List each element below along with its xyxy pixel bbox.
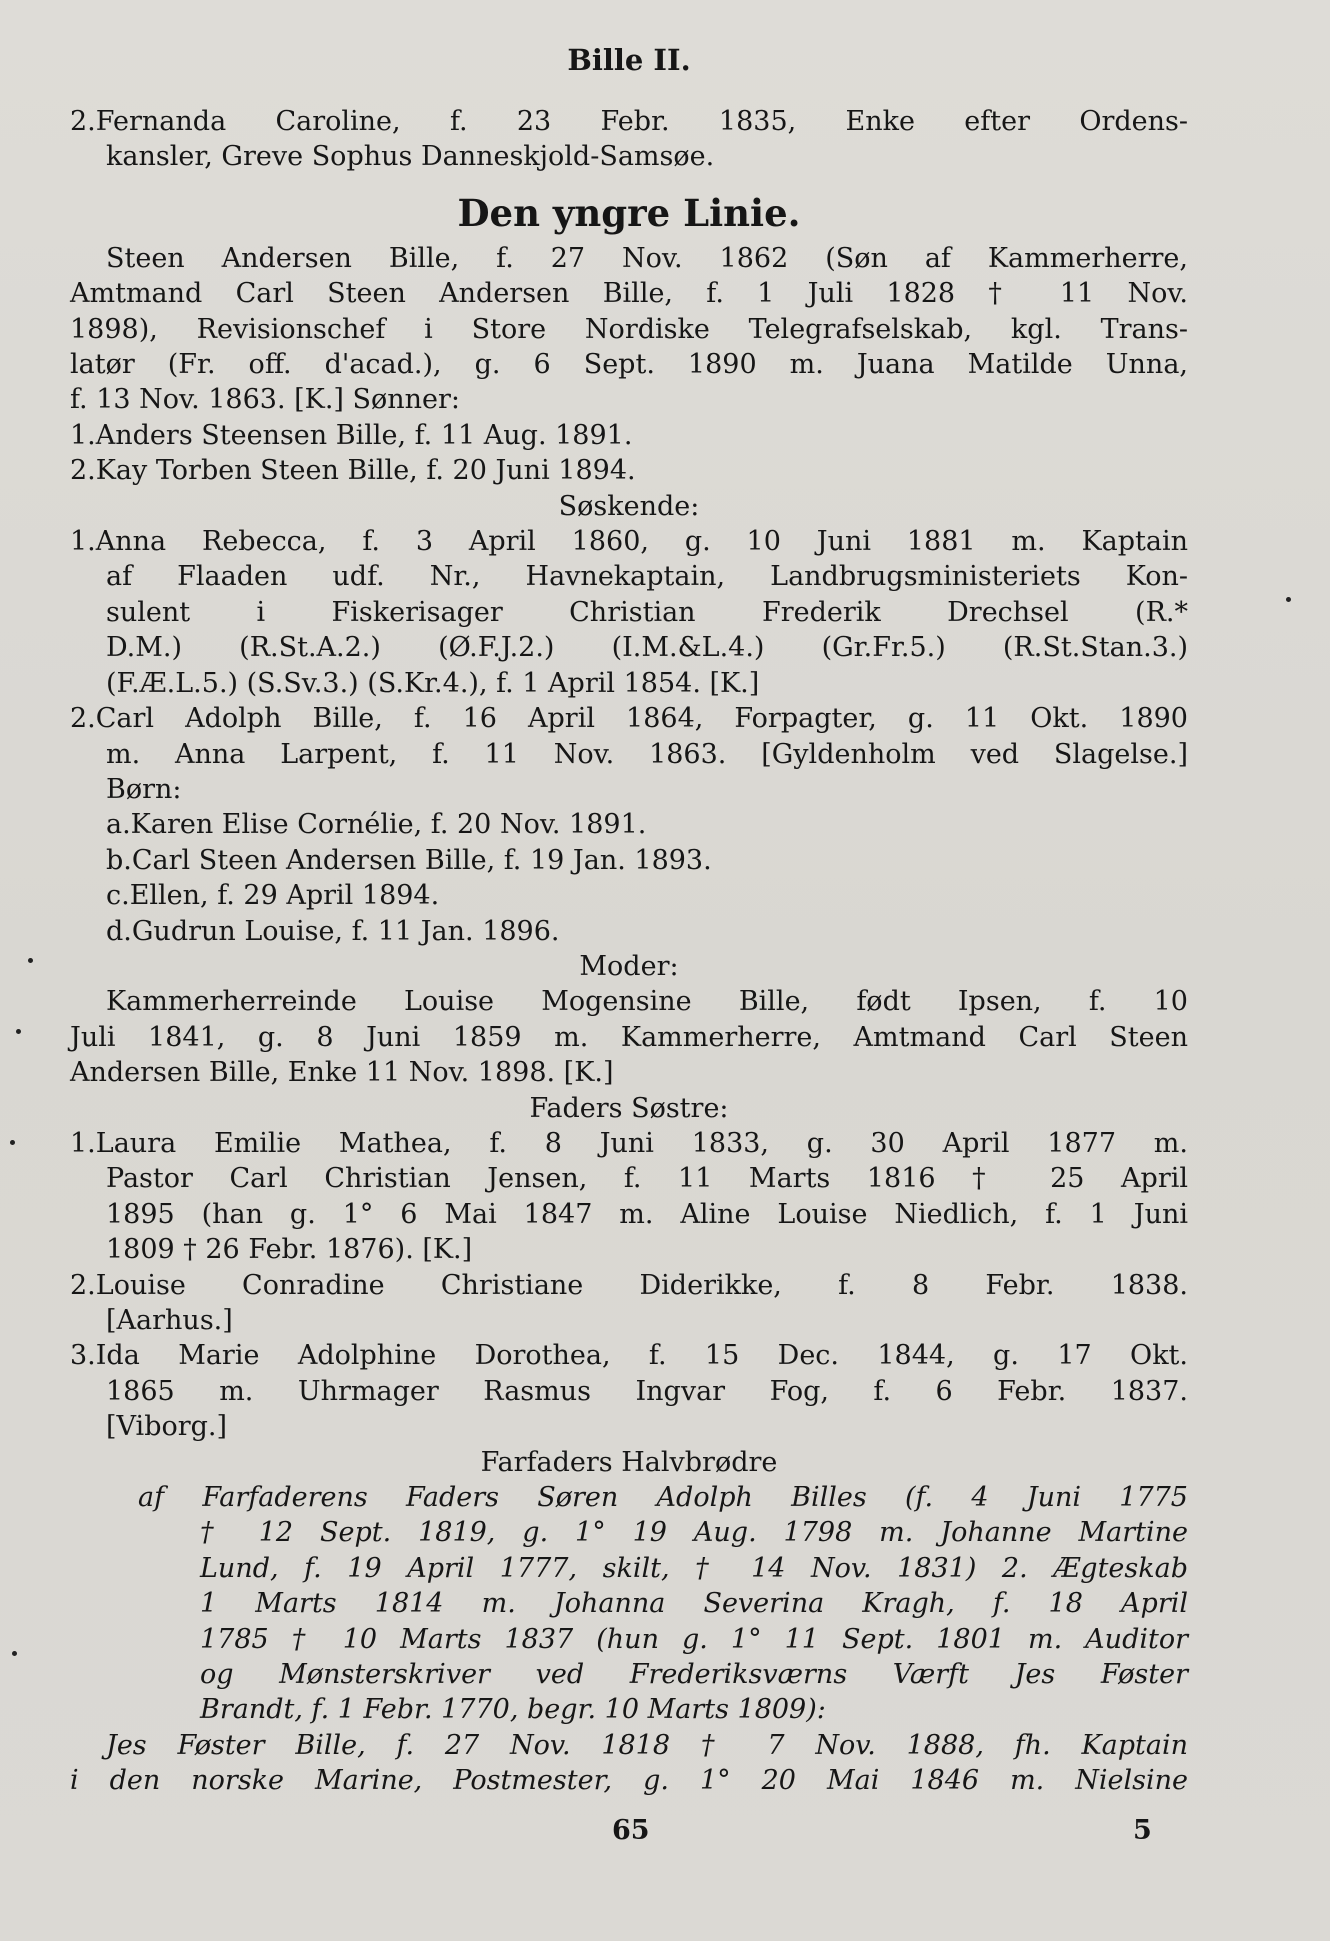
halfbrothers-heading: Farfaders Halvbrødre [480, 1446, 778, 1478]
sibling-carl [70, 701, 1188, 807]
text-line: 2.Fernanda Caroline, f. 23 Febr. 1835, Enke efter Ordens- [70, 106, 1188, 137]
text-line: 1785 † 10 Marts 1837 (hun g. 1° 11 Sept. 1801 m. Auditor [200, 1623, 1188, 1655]
sibling-anna [70, 524, 1188, 701]
text-line: 2.Carl Adolph Bille, f. 16 April 1864, Forpagter, g. 11 Okt. 1890 [70, 703, 1188, 735]
aunt-louise [70, 1268, 1188, 1339]
text-line: m. Anna Larpent, f. 11 Nov. 1863. [Gyldenholm ved Slagelse.] [106, 738, 1188, 770]
text-line: 1 Marts 1814 m. Johanna Severina Kragh, f. 18 April [200, 1588, 1188, 1620]
page-content [70, 40, 1188, 1799]
aunt-ida [70, 1338, 1188, 1444]
text-line: Steen Andersen Bille, f. 27 Nov. 1862 (Søn af Kammerherre, [106, 242, 1188, 274]
list-item: c.Ellen, f. 29 April 1894. [106, 880, 440, 912]
text-line: Jes Føster Bille, f. 27 Nov. 1818 † 7 Nov. 1888, fh. Kaptain [106, 1729, 1188, 1761]
text-line: i den norske Marine, Postmester, g. 1° 20 Mai 1846 m. Nielsine [70, 1765, 1188, 1797]
aunt-laura [70, 1126, 1188, 1268]
halfbrother-jes [70, 1728, 1188, 1799]
text-line: 1865 m. Uhrmager Rasmus Ingvar Fog, f. 6 Febr. 1837. [106, 1375, 1188, 1407]
text-line: og Mønsterskriver ved Frederiksværns Værft Jes Føster [200, 1659, 1188, 1691]
page-number: 5 [1133, 1815, 1152, 1846]
text-line: Lund, f. 19 April 1777, skilt, † 14 Nov. 1831) 2. Ægteskab [200, 1552, 1188, 1584]
text-line: [Viborg.] [106, 1411, 228, 1443]
text-line: † 12 Sept. 1819, g. 1° 19 Aug. 1798 m. Johanne Martine [200, 1517, 1188, 1549]
text-line: Pastor Carl Christian Jensen, f. 11 Marts 1816 † 25 April [106, 1163, 1188, 1195]
mother-entry [70, 984, 1188, 1090]
children-heading: Børn: [106, 773, 182, 805]
text-line: Kammerherreinde Louise Mogensine Bille, født Ipsen, f. 10 [106, 986, 1188, 1018]
text-line: sulent i Fiskerisager Christian Frederik Drechsel (R.* [106, 596, 1188, 628]
text-line: [Aarhus.] [106, 1305, 233, 1336]
text-line: latør (Fr. off. d'acad.), g. 6 Sept. 1890 m. Juana Matilde Unna, [70, 349, 1188, 381]
text-line: 1.Anna Rebecca, f. 3 April 1860, g. 10 Juni 1881 m. Kaptain [70, 526, 1188, 558]
siblings-heading: Søskende: [558, 490, 700, 522]
text-line: 1898), Revisionschef i Store Nordiske Telegrafselskab, kgl. Trans- [70, 313, 1188, 345]
print-speck [28, 958, 33, 963]
children-list [70, 807, 1188, 949]
list-item: d.Gudrun Louise, f. 11 Jan. 1896. [106, 915, 560, 947]
text-line: Amtmand Carl Steen Andersen Bille, f. 1 Juli 1828 † 11 Nov. [70, 278, 1188, 310]
list-item: 2.Kay Torben Steen Bille, f. 20 Juni 1894. [70, 455, 636, 487]
signature-mark: 65 [612, 1815, 650, 1846]
text-line: 1809 † 26 Febr. 1876). [K.] [106, 1234, 473, 1266]
list-item: a.Karen Elise Cornélie, f. 20 Nov. 1891. [106, 809, 647, 841]
mother-heading: Moder: [579, 950, 679, 982]
text-line: Brandt, f. 1 Febr. 1770, begr. 10 Marts 1809): [200, 1694, 826, 1726]
text-line: af Farfaderens Faders Søren Adolph Billes (f. 4 Juni 1775 [138, 1482, 1188, 1514]
text-line: Juli 1841, g. 8 Juni 1859 m. Kammerherre, Amtmand Carl Steen [70, 1021, 1188, 1053]
running-head: Bille II. [567, 43, 691, 77]
text-line: 3.Ida Marie Adolphine Dorothea, f. 15 Dec. 1844, g. 17 Okt. [70, 1340, 1188, 1372]
text-line: kansler, Greve Sophus Danneskjold-Samsøe. [106, 141, 715, 173]
text-line: af Flaaden udf. Nr., Havnekaptain, Landbrugsministeriets Kon- [106, 561, 1188, 593]
entry-fernanda [70, 104, 1188, 175]
sons-list [70, 418, 1188, 489]
text-line: D.M.) (R.St.A.2.) (Ø.F.J.2.) (I.M.&L.4.) (Gr.Fr.5.) (R.St.Stan.3.) [106, 632, 1188, 664]
print-speck [16, 1029, 21, 1034]
text-line: f. 13 Nov. 1863. [K.] Sønner: [70, 384, 461, 416]
text-line: 2.Louise Conradine Christiane Diderikke, f. 8 Febr. 1838. [70, 1269, 1188, 1301]
text-line: 1895 (han g. 1° 6 Mai 1847 m. Aline Louise Niedlich, f. 1 Juni [106, 1198, 1188, 1230]
text-line: (F.Æ.L.5.) (S.Sv.3.) (S.Kr.4.), f. 1 April 1854. [K.] [106, 667, 760, 699]
print-speck [10, 1140, 15, 1145]
halfbrothers-intro [70, 1480, 1188, 1728]
text-line: Andersen Bille, Enke 11 Nov. 1898. [K.] [70, 1057, 614, 1089]
list-item: b.Carl Steen Andersen Bille, f. 19 Jan. 1893. [106, 844, 712, 876]
entry-steen [70, 241, 1188, 418]
text-line: 1.Laura Emilie Mathea, f. 8 Juni 1833, g. 30 April 1877 m. [70, 1127, 1188, 1159]
aunts-heading: Faders Søstre: [529, 1092, 729, 1124]
print-speck [12, 1651, 17, 1656]
print-speck [1286, 597, 1291, 602]
section-title: Den yngre Linie. [457, 190, 801, 235]
list-item: 1.Anders Steensen Bille, f. 11 Aug. 1891. [70, 419, 633, 451]
